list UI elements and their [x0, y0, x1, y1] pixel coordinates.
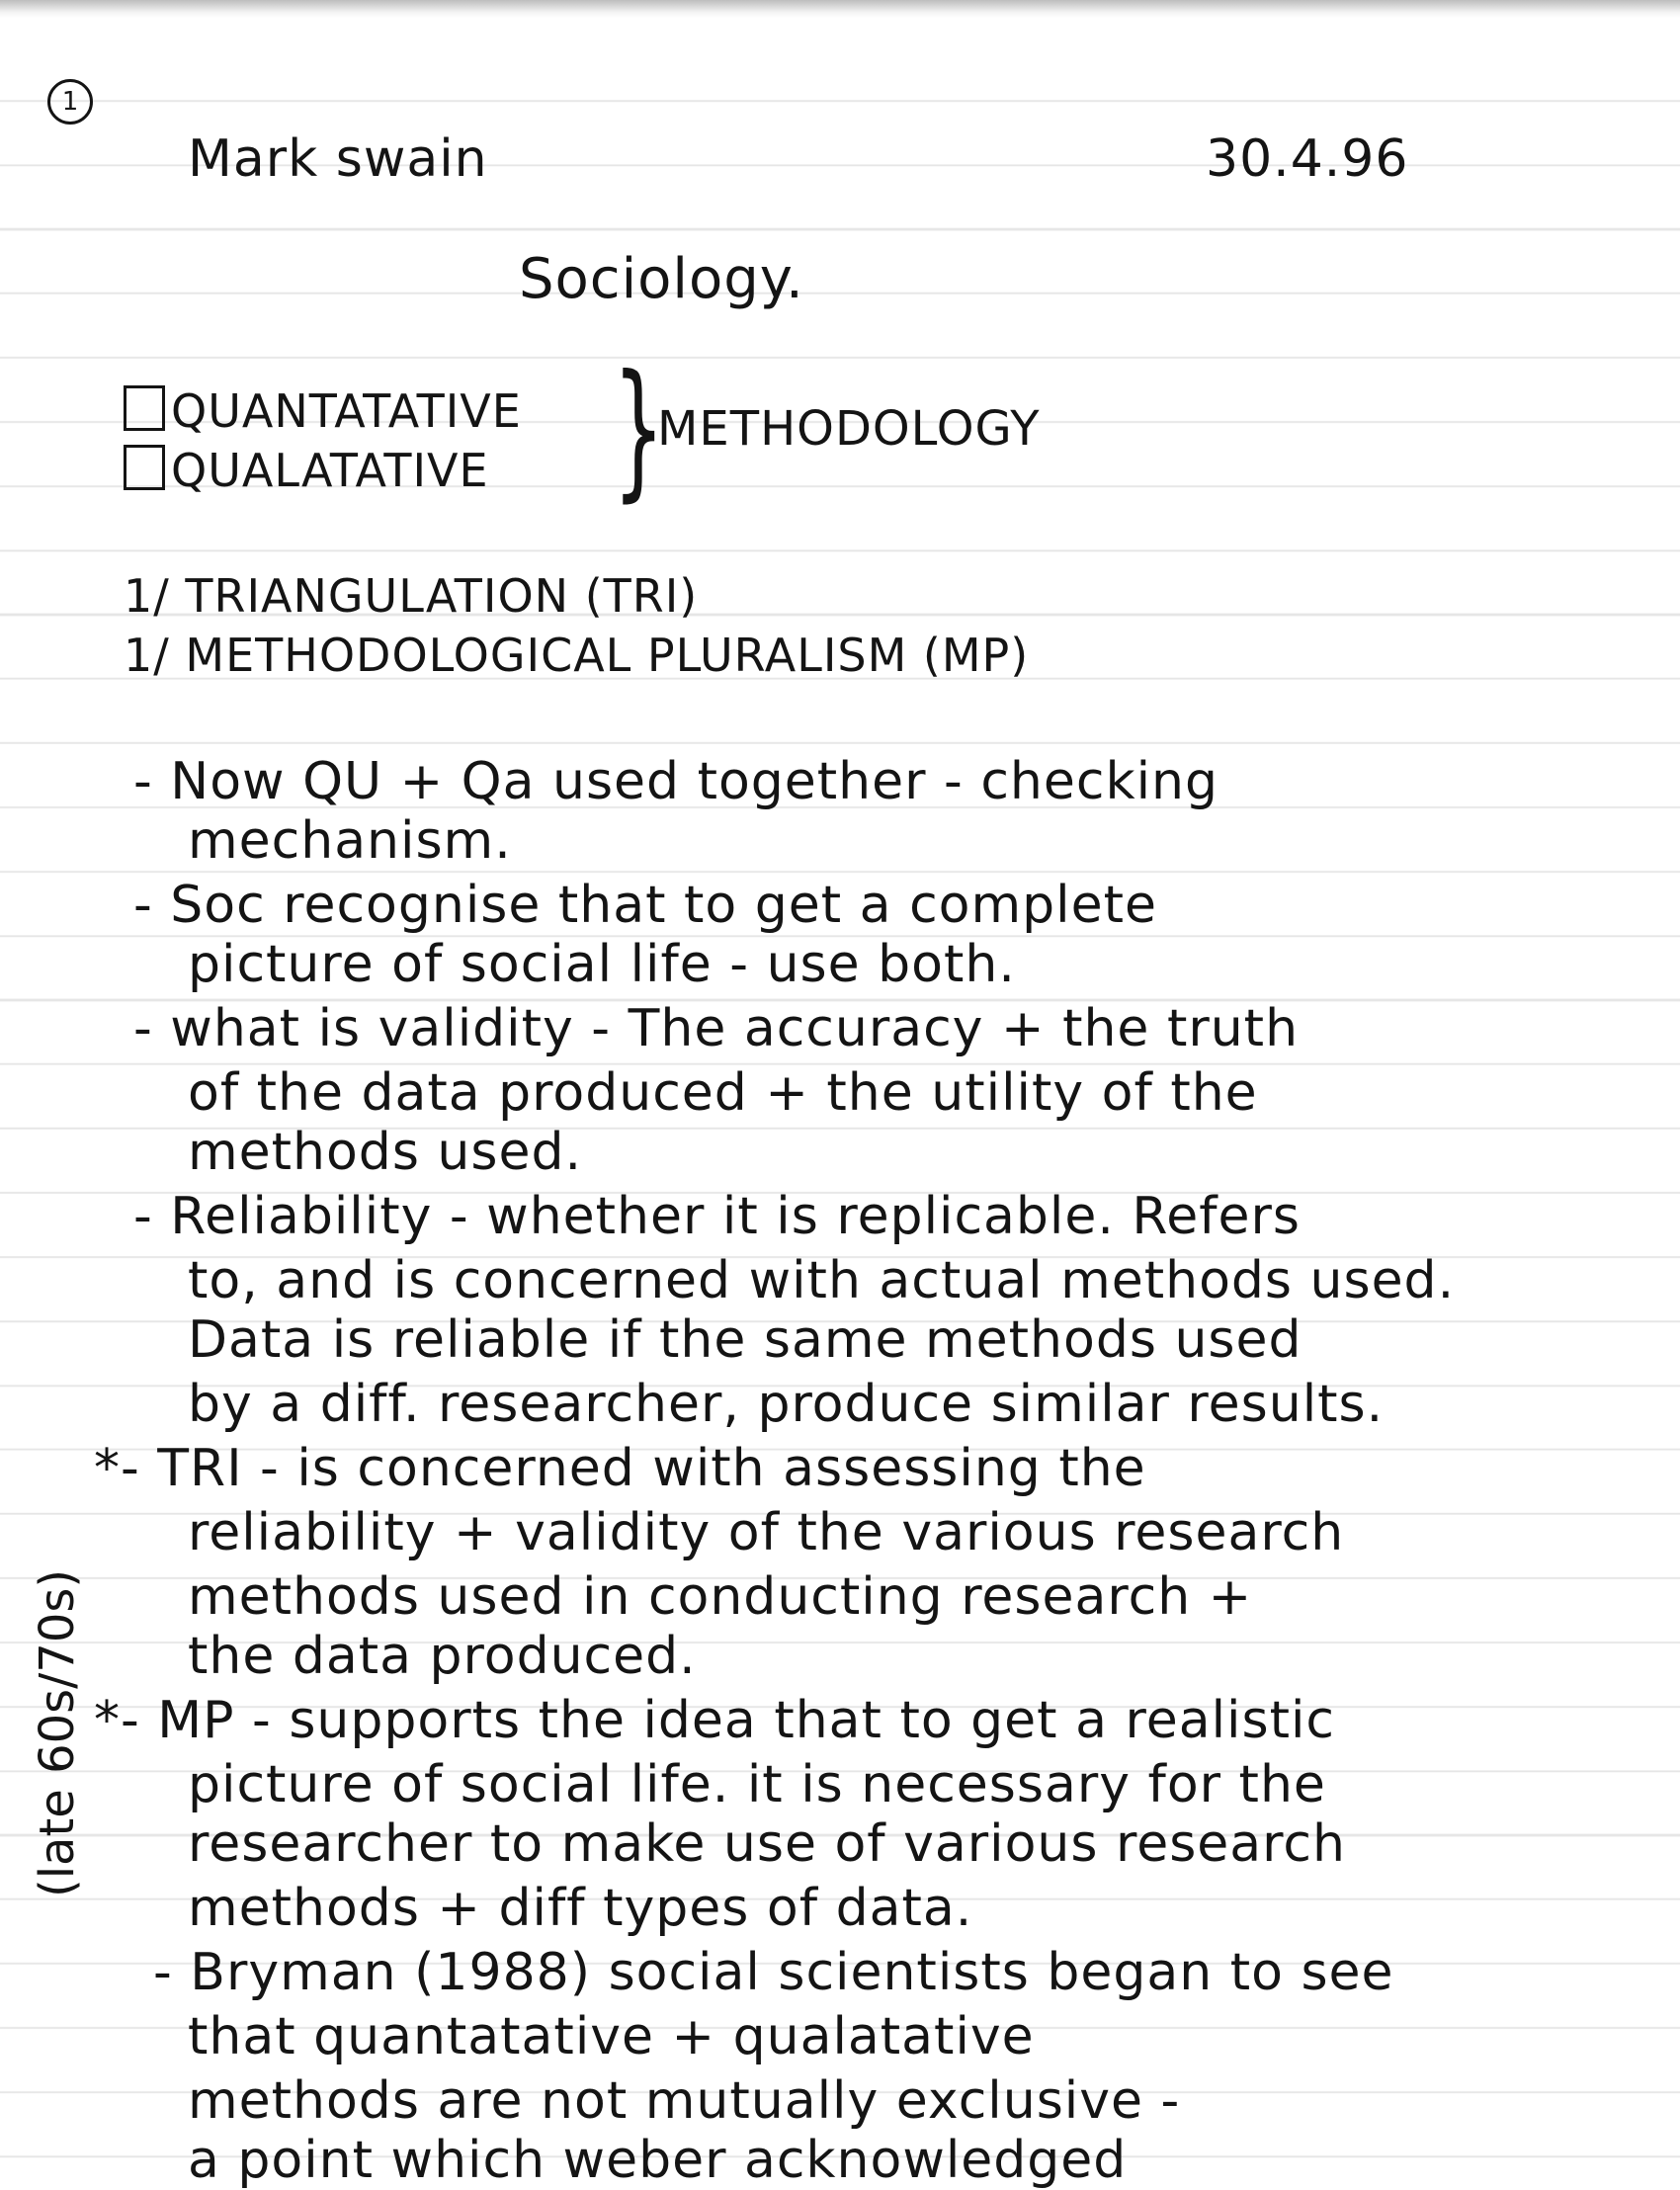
note-line: *- MP - supports the idea that to get a realistic — [94, 1691, 1335, 1750]
date: 30.4.96 — [1206, 129, 1409, 189]
note-line: by a diff. researcher, produce similar results. — [188, 1375, 1385, 1434]
note-line: methods used in conducting research + — [188, 1567, 1253, 1627]
checkbox-icon — [124, 385, 165, 431]
author-name: Mark swain — [188, 129, 488, 189]
method-label: QUALATATIVE — [171, 444, 489, 497]
approach-prefix: 1/ — [124, 629, 170, 682]
note-line: that quantatative + qualatative — [188, 2007, 1035, 2066]
note-line: methods used. — [188, 1123, 583, 1182]
margin-note: (late 60s/70s) — [30, 1568, 85, 1897]
note-line: - Reliability - whether it is replicable. Refers — [133, 1187, 1301, 1246]
note-line: methods + diff types of data. — [188, 1879, 973, 1938]
approach-prefix: 1/ — [124, 569, 170, 623]
note-line: reliability + validity of the various research — [188, 1503, 1345, 1562]
method-item-qualitative — [124, 444, 489, 497]
page-title: Sociology. — [519, 247, 804, 311]
page-top-edge — [0, 0, 1680, 18]
note-line: *- TRI - is concerned with assessing the — [94, 1439, 1146, 1498]
note-line: Data is reliable if the same methods used — [188, 1310, 1302, 1370]
approach-item-pluralism — [124, 629, 1030, 682]
method-item-quantitative — [124, 384, 522, 438]
brace-icon: } — [613, 344, 665, 516]
note-line: the data produced. — [188, 1627, 697, 1686]
note-line: - Soc recognise that to get a complete — [133, 876, 1157, 935]
note-line: a point which weber acknowledged — [188, 2131, 1128, 2190]
note-line: - Now QU + Qa used together - checking — [133, 752, 1218, 811]
note-line: of the data produced + the utility of the — [188, 1063, 1258, 1123]
note-line: picture of social life. it is necessary for the — [188, 1755, 1326, 1814]
note-line: to, and is concerned with actual methods used. — [188, 1251, 1456, 1310]
note-line: picture of social life - use both. — [188, 935, 1016, 994]
approach-label: METHODOLOGICAL PLURALISM (MP) — [185, 629, 1030, 682]
approach-label: TRIANGULATION (TRI) — [185, 569, 699, 623]
note-line: mechanism. — [188, 811, 512, 871]
checkbox-icon — [124, 445, 165, 490]
note-line: - what is validity - The accuracy + the truth — [133, 999, 1300, 1058]
note-line: researcher to make use of various research — [188, 1814, 1346, 1874]
methodology-label: METHODOLOGY — [657, 401, 1041, 457]
approach-item-triangulation — [124, 569, 699, 623]
page-number: 1 — [47, 79, 93, 125]
note-line: methods are not mutually exclusive - — [188, 2071, 1181, 2131]
note-line: - Bryman (1988) social scientists began to see — [153, 1943, 1394, 2002]
method-label: QUANTATATIVE — [171, 384, 522, 438]
